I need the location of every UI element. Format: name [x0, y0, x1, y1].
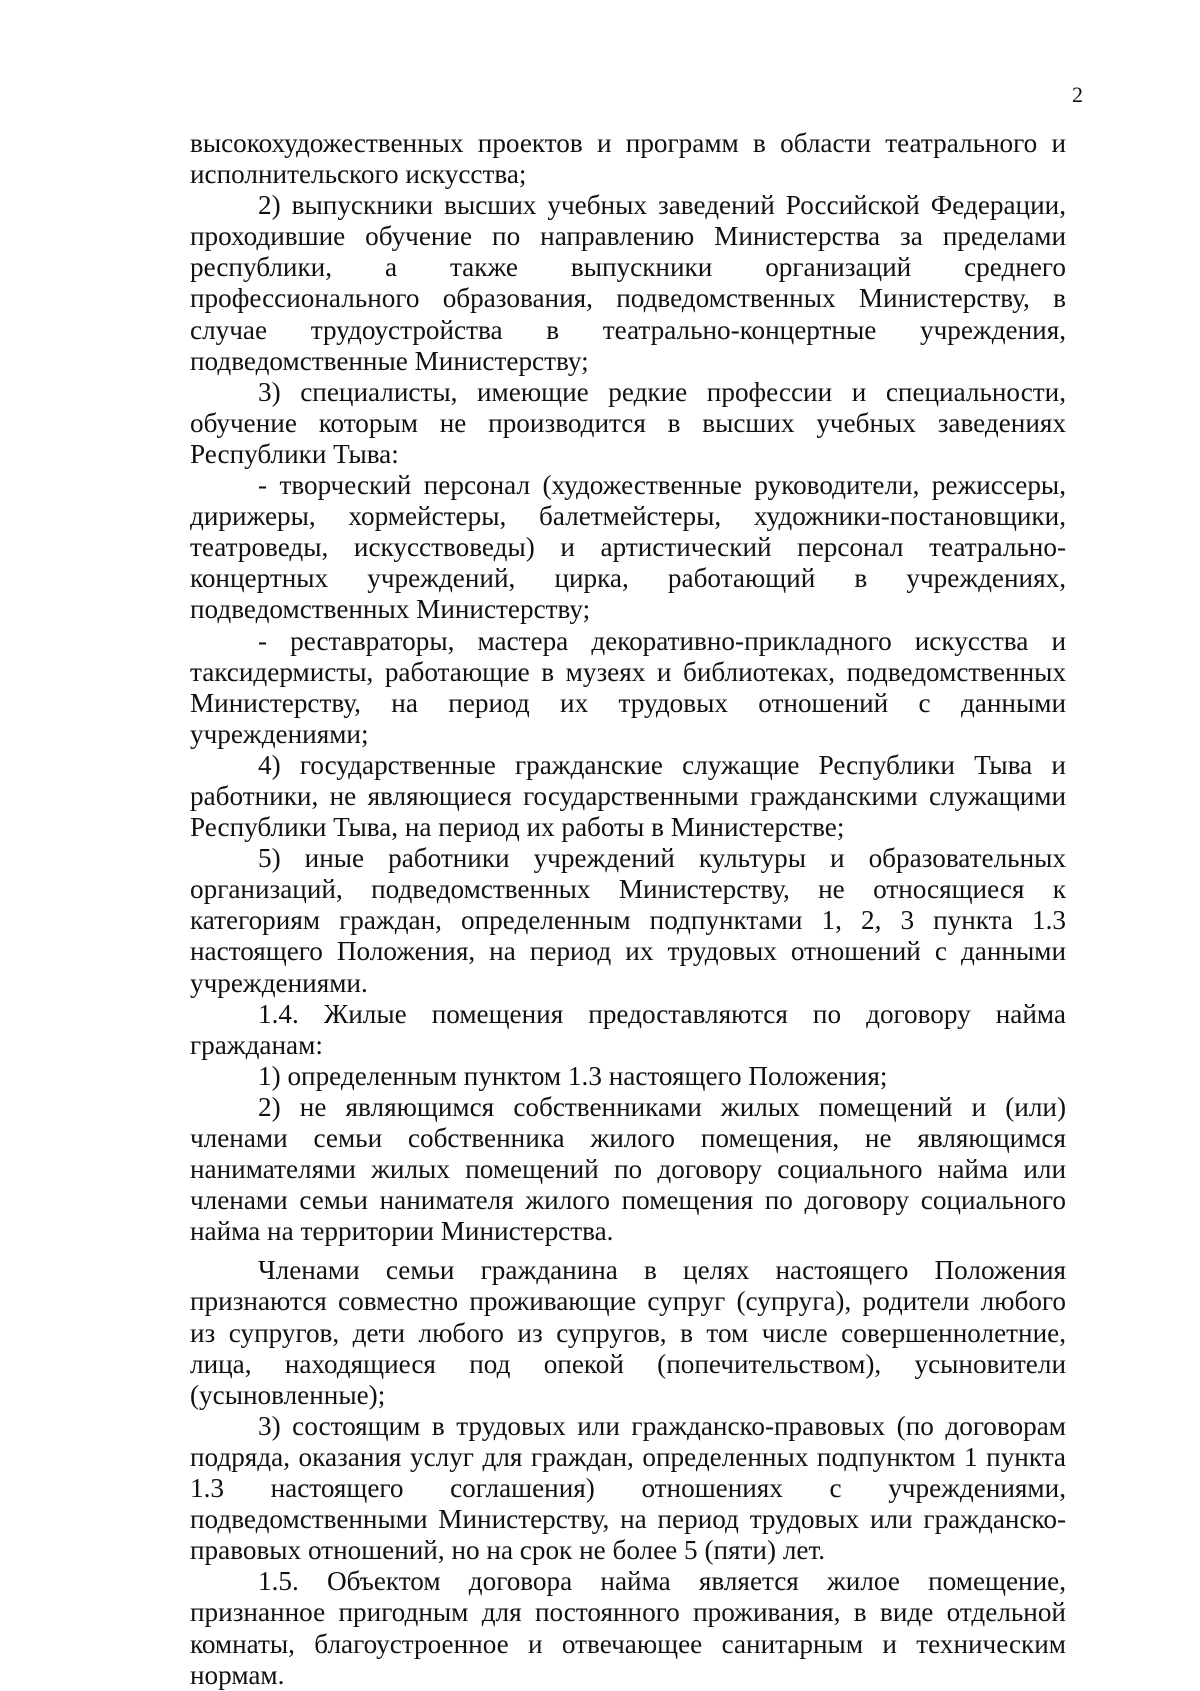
paragraph: 5) иные работники учреждений культуры и образовательных организаций, подведомственных Министерству, не относящиеся к категориям граждан, определенным подпунктами 1, 2, 3 пункта 1.3 настоящего Положения, на период их трудовых отношений с данными учреждениями. — [190, 843, 1066, 998]
paragraph: 1.4. Жилые помещения предоставляются по договору найма гражданам: — [190, 998, 1066, 1060]
paragraph: 1) определенным пунктом 1.3 настоящего Положения; — [258, 1060, 888, 1091]
paragraph: Членами семьи гражданина в целях настоящего Положения признаются совместно проживающие супруг (супруга), родители любого из супругов, дети любого из супругов, в том числе совершеннолетние, лица, находящиеся под опекой (попечительством), усыновители (усыновленные); — [190, 1255, 1066, 1410]
document-body — [190, 128, 1066, 1691]
paragraph: 2) не являющимся собственниками жилых помещений и (или) членами семьи собственника жилого помещения, не являющимся нанимателями жилых помещений по договору социального найма или членами семьи нанимателя жилого помещения по договору социального найма на территории Министерства. — [190, 1091, 1066, 1247]
paragraph: - реставраторы, мастера декоративно-прикладного искусства и таксидермисты, работающие в музеях и библиотеках, подведомственных Министерству, на период их трудовых отношений с данными учреждениями; — [190, 625, 1066, 749]
paragraph: 2) выпускники высших учебных заведений Российской Федерации, проходившие обучение по направлению Министерства за пределами республики, а также выпускники организаций среднего профессионального образования, подведомственных Министерству, в случае трудоустройства в театрально-концертные учреждения, подведомственные Министерству; — [190, 190, 1066, 376]
paragraph: 3) состоящим в трудовых или гражданско-правовых (по договорам подряда, оказания услуг для граждан, определенных подпунктом 1 пункта 1.3 настоящего соглашения) отношениях с учреждениями, подведомственными Министерству, на период трудовых или гражданско-правовых отношений, но на срок не более 5 (пяти) лет. — [190, 1410, 1066, 1566]
page-number: 2 — [1072, 82, 1083, 107]
paragraph: - творческий персонал (художественные руководители, режиссеры, дирижеры, хормейстеры, балетмейстеры, художники-постановщики, театроведы, искусствоведы) и артистический персонал театрально-концертных учреждений, цирка, работающий в учреждениях, подведомственных Министерству; — [190, 470, 1066, 625]
paragraph: 3) специалисты, имеющие редкие профессии и специальности, обучение которым не производится в высших учебных заведениях Республики Тыва: — [190, 376, 1066, 469]
paragraph: 4) государственные гражданские служащие Республики Тыва и работники, не являющиеся государственными гражданскими служащими Республики Тыва, на период их работы в Министерстве; — [190, 749, 1066, 843]
paragraph: 1.5. Объектом договора найма является жилое помещение, признанное пригодным для постоянного проживания, в виде отдельной комнаты, благоустроенное и отвечающее санитарным и техническим нормам. — [190, 1566, 1066, 1690]
paragraph: высокохудожественных проектов и программ в области театрального и исполнительского искусства; — [190, 128, 1066, 190]
